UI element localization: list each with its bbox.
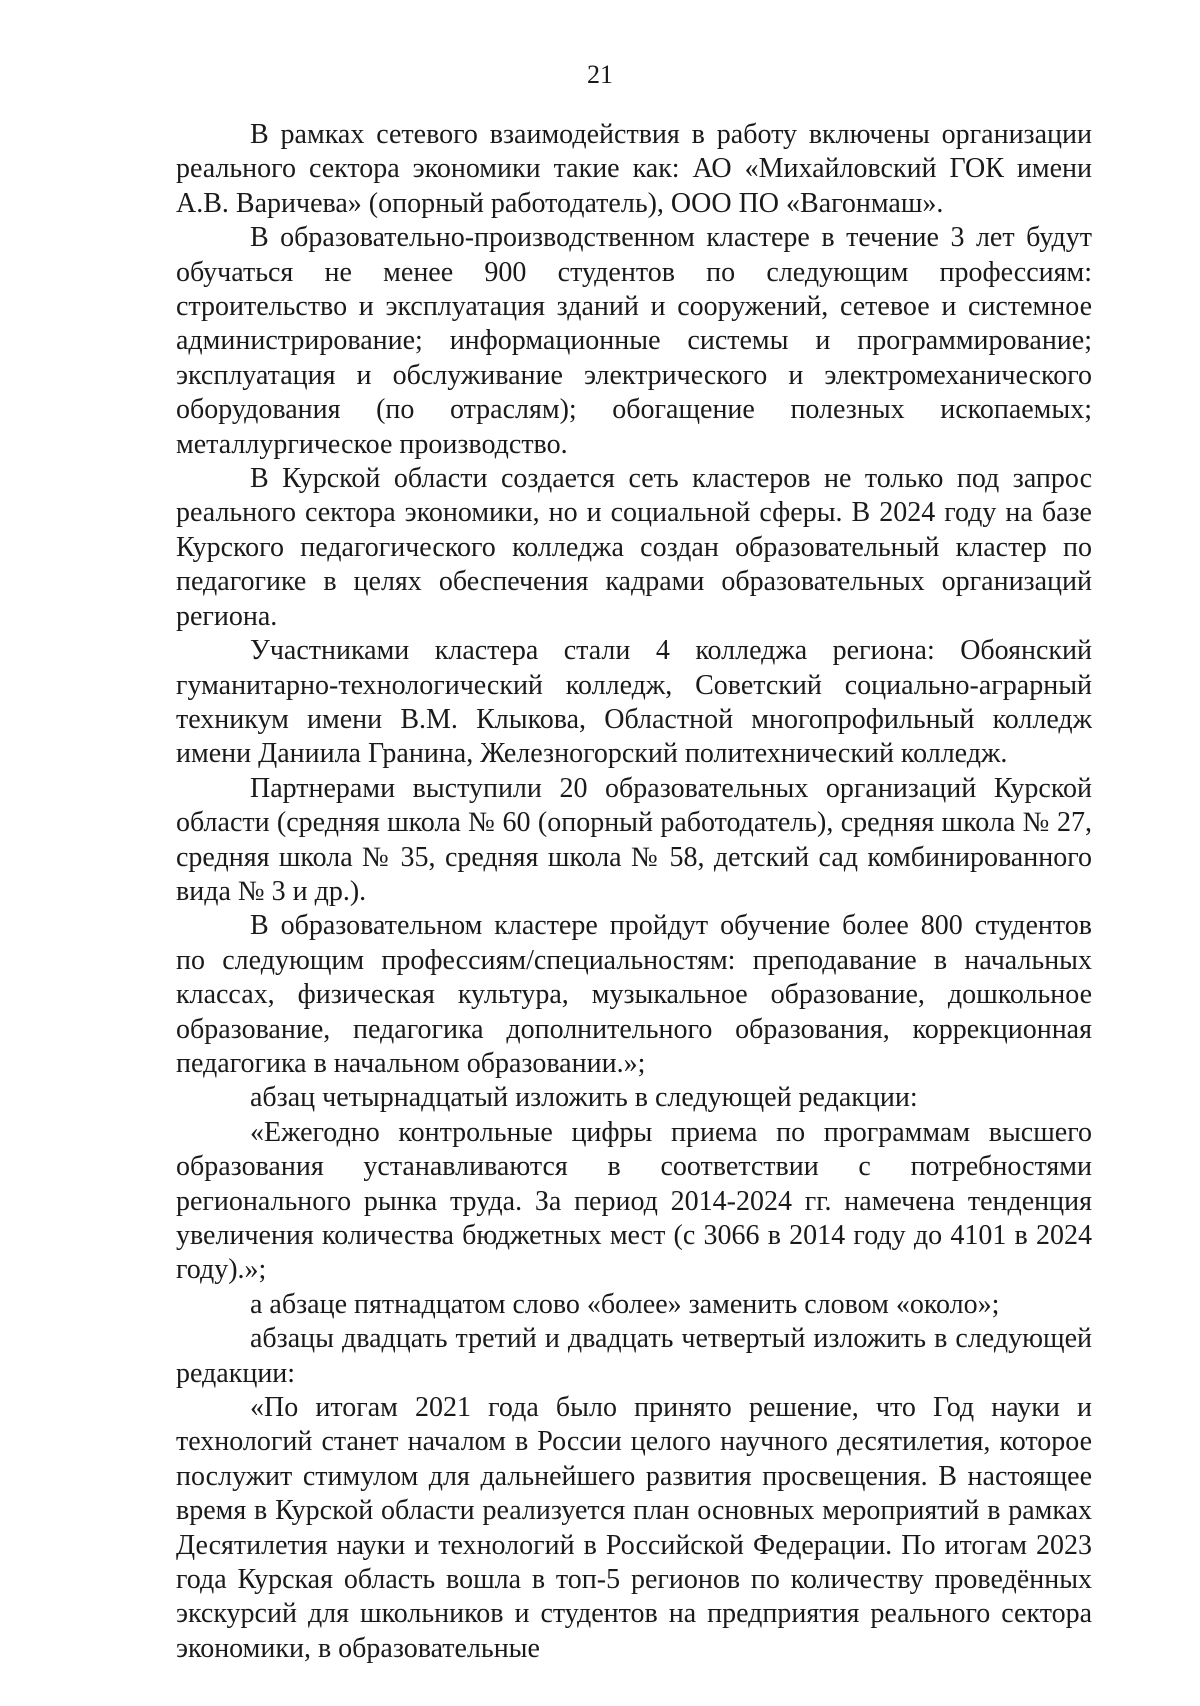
document-body	[176, 118, 1092, 1666]
paragraph: абзацы двадцать третий и двадцать четвертый изложить в следующей редакции:	[176, 1323, 1092, 1389]
paragraph: В рамках сетевого взаимодействия в работу включены организации реального сектора экономики такие как: АО «Михайловский ГОК имени А.В. Варичева» (опорный работодатель), ООО ПО «Вагонмаш».	[176, 119, 1092, 219]
paragraph: «Ежегодно контрольные цифры приема по программам высшего образования устанавливаются в соответствии с потребностями регионального рынка труда. За период 2014-2024 гг. намечена тенденция увеличения количества бюджетных мест (с 3066 в 2014 году до 4101 в 2024 году).»;	[176, 1116, 1092, 1286]
paragraph: В образовательном кластере пройдут обучение более 800 студентов по следующим профессиям/специальностям: преподавание в начальных классах, физическая культура, музыкальное образование, дошкольное образование, педагогика дополнительного образования, коррекционная педагогика в начальном образовании.»;	[176, 910, 1092, 1079]
paragraph: Партнерами выступили 20 образовательных организаций Курской области (средняя школа № 60 (опорный работодатель), средняя школа № 27, средняя школа № 35, средняя школа № 58, детский сад комбинированного вида № 3 и др.).	[176, 772, 1092, 907]
paragraph: В образовательно-производственном кластере в течение 3 лет будут обучаться не менее 900 студентов по следующим профессиям: строительство и эксплуатация зданий и сооружений, сетевое и системное администрирование; информационные системы и программирование; эксплуатация и обслуживание электрического и электромеханического оборудования (по отраслям); обогащение полезных ископаемых; металлургическое производство.	[176, 222, 1092, 460]
paragraph: Участниками кластера стали 4 колледжа региона: Обоянский гуманитарно-технологический колледж, Советский социально-аграрный техникум имени В.М. Клыкова, Областной многопрофильный колледж имени Даниила Гранина, Железногорский политехнический колледж.	[176, 635, 1092, 770]
paragraph: абзац четырнадцатый изложить в следующей редакции:	[250, 1082, 918, 1114]
paragraph: В Курской области создается сеть кластеров не только под запрос реального сектора экономики, но и социальной сферы. В 2024 году на базе Курского педагогического колледжа создан образовательный кластер по педагогике в целях обеспечения кадрами образовательных организаций региона.	[176, 463, 1092, 632]
page-number: 21	[587, 60, 613, 89]
paragraph: «По итогам 2021 года было принято решение, что Год науки и технологий станет началом в России целого научного десятилетия, которое послужит стимулом для дальнейшего развития просвещения. В настоящее время в Курской области реализуется план основных мероприятий в рамках Десятилетия науки и технологий в Российской Федерации. По итогам 2023 года Курская область вошла в топ-5 регионов по количеству проведённых экскурсий для школьников и студентов на предприятия реального сектора экономики, в образовательные	[176, 1392, 1092, 1664]
paragraph: а абзаце пятнадцатом слово «более» заменить словом «около»;	[250, 1288, 1000, 1320]
